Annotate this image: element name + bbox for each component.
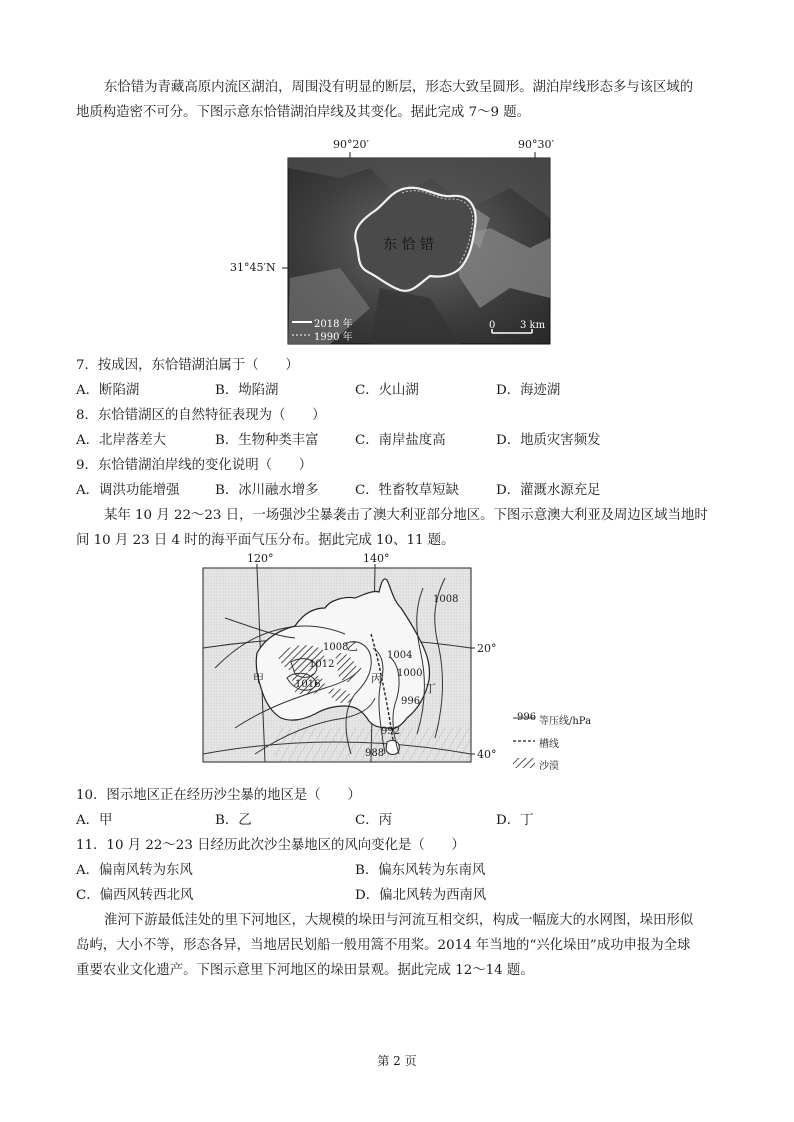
- intro-paragraph-1-line-1: 东恰错为青藏高原内流区湖泊，周围没有明显的断层，形态大致呈圆形。湖泊岸线形态多与该区域的: [104, 80, 694, 95]
- legend-trough-label: 槽线: [539, 739, 559, 750]
- question-10-option-a: A．甲: [76, 813, 113, 828]
- question-11-option-b: B．偏东风转为东南风: [355, 863, 486, 878]
- question-7-option-b: B．坳陷湖: [215, 383, 279, 398]
- question-11-option-c: C．偏西风转西北风: [76, 888, 194, 903]
- australia-pressure-map-figure: [195, 552, 615, 773]
- scale-zero-label: 0: [489, 320, 496, 331]
- intro-paragraph-1-line-2: 地质构造密不可分。下图示意东恰错湖泊岸线及其变化。据此完成 7～9 题。: [76, 105, 531, 120]
- question-9-option-a: A．调洪功能增强: [76, 483, 180, 498]
- question-8-option-d: D．地质灾害频发: [496, 433, 601, 448]
- question-9-option-c: C．牲畜牧草短缺: [355, 483, 459, 498]
- question-9-stem: 9．东恰错湖泊岸线的变化说明（ ）: [76, 458, 313, 473]
- question-8-option-c: C．南岸盐度高: [355, 433, 446, 448]
- lat-40-label: 40°: [477, 748, 497, 761]
- question-8-option-b: B．生物种类丰富: [215, 433, 319, 448]
- question-7-option-d: D．海迹湖: [496, 383, 561, 398]
- intro-paragraph-2-line-1: 某年 10 月 22～23 日，一场强沙尘暴袭击了澳大利亚部分地区。下图示意澳大利亚及周边区域当地时: [104, 508, 708, 523]
- question-10-option-d: D．丁: [496, 813, 534, 828]
- isobar-1016-label: 1016: [295, 679, 321, 690]
- legend-desert-label: 沙漠: [539, 761, 559, 772]
- lat-label: 31°45′N: [230, 261, 276, 274]
- legend-2018-label: 2018 年: [314, 319, 353, 330]
- intro-paragraph-2-line-2: 间 10 月 23 日 4 时的海平面气压分布。据此完成 10、11 题。: [76, 533, 455, 548]
- isobar-996-label: 996: [401, 696, 421, 707]
- question-8-stem: 8．东恰错湖区的自然特征表现为（ ）: [76, 408, 326, 423]
- intro-paragraph-3-line-3: 重要农业文化遗产。下图示意里下河地区的垛田景观。据此完成 12～14 题。: [76, 963, 534, 978]
- isobar-1008-label-b: 1008: [323, 642, 349, 653]
- region-jia-label: 甲: [253, 672, 264, 685]
- lake-name-label: 东 恰 错: [383, 237, 434, 253]
- isobar-1008-label-a: 1008: [433, 594, 459, 605]
- lon-label-left: 90°20′: [333, 138, 369, 151]
- question-8-option-a: A．北岸落差大: [76, 433, 167, 448]
- question-9-option-b: B．冰川融水增多: [215, 483, 319, 498]
- region-bing-label: 丙: [371, 672, 382, 685]
- question-11-option-d: D．偏北风转为西南风: [355, 888, 487, 903]
- region-ding-label: 丁: [425, 682, 436, 695]
- legend-isobar-value: 996: [517, 712, 537, 723]
- lat-20-label: 20°: [477, 642, 497, 655]
- isobar-1000-label: 1000: [397, 668, 423, 679]
- question-9-option-d: D．灌溉水源充足: [496, 483, 601, 498]
- question-7-option-c: C．火山湖: [355, 383, 419, 398]
- intro-paragraph-3-line-2: 岛屿，大小不等，形态各异，当地居民划船一般用篙不用桨。2014 年当地的“兴化垛田”成功申报为全球: [76, 938, 691, 953]
- question-7-option-a: A．断陷湖: [76, 383, 140, 398]
- question-10-option-b: B．乙: [215, 813, 252, 828]
- legend-isobar-label: 等压线/hPa: [539, 716, 592, 727]
- lon-140-label: 140°: [363, 552, 390, 565]
- question-10-stem: 10．图示地区正在经历沙尘暴的地区是（ ）: [76, 788, 361, 803]
- question-7-stem: 7．按成因，东恰错湖泊属于（ ）: [76, 358, 299, 373]
- question-11-option-a: A．偏南风转为东风: [76, 863, 193, 878]
- question-10-option-c: C．丙: [355, 813, 393, 828]
- region-yi-label: 乙: [347, 640, 358, 653]
- page-number: 第 2 页: [377, 1054, 417, 1068]
- question-11-stem: 11．10 月 22～23 日经历此次沙尘暴地区的风向变化是（ ）: [76, 838, 465, 853]
- isobar-988-label: 988: [365, 748, 385, 759]
- lon-120-label: 120°: [247, 552, 274, 565]
- lake-map-figure: [230, 138, 560, 348]
- isobar-992-label: 992: [381, 726, 401, 737]
- isobar-1012-label: 1012: [309, 659, 335, 670]
- isobar-1004-label: 1004: [387, 650, 413, 661]
- legend-1990-label: 1990 年: [314, 332, 353, 343]
- intro-paragraph-3-line-1: 淮河下游最低洼处的里下河地区，大规模的垛田与河流互相交织，构成一幅庞大的水网图，垛田形似: [104, 913, 694, 928]
- lon-label-right: 90°30′: [518, 138, 554, 151]
- scale-3km-label: 3 km: [520, 320, 546, 331]
